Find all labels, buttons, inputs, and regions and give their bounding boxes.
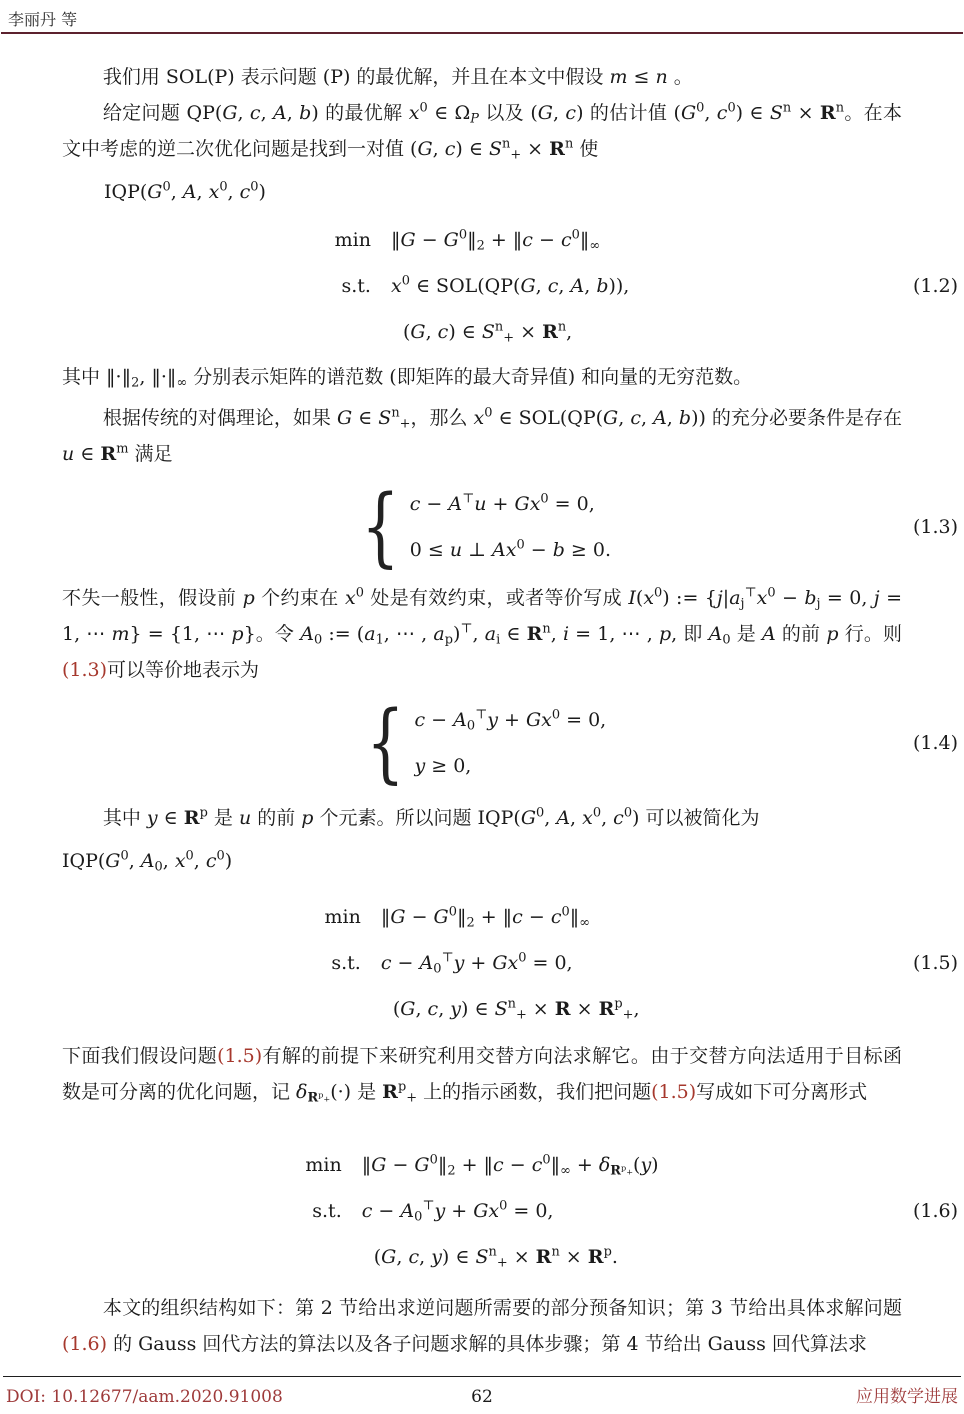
equation-1-2 [62, 225, 958, 347]
page-footer [6, 1383, 958, 1407]
kkt-line-1: $c - A^⊤u + Gx^0 = 0$, [409, 491, 595, 515]
equation-number: (1.6) [912, 1200, 958, 1222]
reduced-kkt-line-2: y ≥ 0, [414, 755, 472, 777]
equation-1-6 [62, 1150, 958, 1272]
iqp-problem-name: $IQP(G^0$, A, $x^0$, $c^0$) [104, 179, 266, 203]
equation-1-5 [62, 902, 958, 1024]
journal-name-link[interactable]: 应用数学进展 [856, 1387, 958, 1407]
constraint-2: (G, c, y) ∈ $S^n_+ \times R \times R^p_+$, [392, 996, 640, 1023]
doi-link[interactable]: DOI: 10.12677/aam.2020.91008 [6, 1387, 283, 1407]
constraint-1: $c - A_0^⊤y + Gx^0 = 0$, [380, 950, 573, 977]
constraint-1: $c - A_0^⊤y + Gx^0 = 0$, [361, 1198, 554, 1225]
left-brace-icon: { [365, 693, 405, 793]
equation-1-3-body [353, 477, 611, 577]
equation-ref[interactable]: (1.3) [62, 659, 108, 681]
paragraph-simplification: 其中 y ∈ $R^p$ 是 u 的前 p 个元素。所以问题 $IQP(G^0$, A, $x^0$, $c^0$) 可以被简化为 [102, 805, 760, 829]
spacer [325, 994, 361, 1024]
st-keyword: s.t. [341, 275, 371, 297]
equation-ref[interactable]: (1.5) [651, 1081, 697, 1103]
equation-number: (1.4) [912, 732, 958, 754]
footer-rule [3, 1376, 961, 1377]
equation-number: (1.2) [912, 275, 958, 297]
constraint-1: $x^0$ ∈ SOL(QP(G, c, A, b)), [390, 273, 630, 297]
equation-ref[interactable]: (1.6) [62, 1333, 108, 1355]
equation-number: (1.3) [912, 516, 958, 538]
spacer [335, 317, 371, 347]
equation-1-2-grid [335, 225, 630, 347]
objective: ‖G − $G^0‖_2$ + ‖c − $c^0‖_\infty$ [390, 227, 601, 254]
page-content [0, 34, 964, 1362]
page-header [0, 0, 964, 32]
equation-1-3 [62, 477, 958, 577]
min-keyword: min [305, 1154, 342, 1176]
equation-1-6-grid [305, 1150, 658, 1272]
running-author: 李丽丹 等 [8, 10, 78, 29]
constraint-2: (G, c, y) ∈ $S^n_+ \times R^n \times R^p$. [373, 1244, 618, 1271]
st-keyword: s.t. [331, 952, 361, 974]
min-keyword: min [324, 906, 361, 928]
equation-ref[interactable]: (1.5) [217, 1045, 263, 1067]
equation-1-5-grid [325, 902, 640, 1024]
paragraph-duality-theory: 根据传统的对偶理论，如果 G ∈ $S^n_+$，那么 $x^0$ ∈ SOL(QP(G, c, A, b)) 的充分必要条件是存在 u ∈ $R^m$ 满足 [62, 405, 902, 465]
paragraph-sol-definition: 我们用 SOL(P) 表示问题 (P) 的最优解，并且在本文中假设 m ≤ n 。 [102, 66, 693, 88]
paragraph-norm-explanation: 其中 $‖\cdot‖_2$, $‖\cdot‖_\infty$ 分别表示矩阵的谱范数 (即矩阵的最大奇异值) 和向量的无穷范数。 [62, 366, 753, 391]
equation-number: (1.5) [912, 952, 958, 974]
page-number: 62 [471, 1387, 493, 1407]
st-keyword: s.t. [312, 1200, 342, 1222]
paragraph-active-constraints: 不失一般性，假设前 p 个约束在 $x^0$ 处是有效约束，或者等价写成 $I(x^0)$ := {$j|a_j^⊤x^0 - b_j = 0$, j = 1, ⋯ m} = {1, ⋯ p}。令 $A_0$ := ($a_1$, ⋯ , $a_p)^⊤$, $a_i$ ∈ $R^n$, i = 1, ⋯ , p, 即 $A_0$ 是 A 的前 p 行。则 (1.3)可以等价地表示为 [62, 585, 902, 681]
objective: ‖G − $G^0‖_2$ + ‖c − $c^0‖_\infty$ [380, 904, 590, 931]
equation-1-4-body [358, 693, 607, 793]
min-keyword: min [334, 229, 371, 251]
reduced-kkt-line-1: $c - A_0^⊤y + Gx^0 = 0$, [414, 707, 607, 734]
constraint-2: (G, c) ∈ $S^n_+ \times R^n$, [402, 319, 573, 346]
paragraph-admm-intro: 下面我们假设问题(1.5)有解的前提下来研究利用交替方向法求解它。由于交替方向法适用于目标函数是可分离的优化问题，记 $\delta_{Rᵖ_+}(\cdot)$ 是 $R^p_+$ 上的指示函数，我们把问题(1.5)写成如下可分离形式 [62, 1045, 902, 1106]
iqp-reduced-problem-name: $IQP(G^0$, $A_0$, $x^0$, $c^0$) [62, 848, 233, 875]
paragraph-problem-setup: 给定问题 QP(G, c, A, b) 的最优解 $x^0$ ∈ $\Omega_P$ 以及 (G, c) 的估计值 ($G^0$, $c^0$) ∈ $S^n \times R^n$。在本文中考虑的逆二次优化问题是找到一对值 (G, c) ∈ $S^n_+ \times R^n$ 使 [62, 100, 902, 163]
paragraph-paper-organization: 本文的组织结构如下：第 2 节给出求逆问题所需要的部分预备知识；第 3 节给出具体求解问题(1.6) 的 Gauss 回代方法的算法以及各子问题求解的具体步骤；第 4 节给出 Gauss 回代算法求 [62, 1297, 902, 1355]
spacer [305, 1242, 341, 1272]
left-brace-icon: { [361, 477, 400, 577]
kkt-line-2: 0 ≤ u ⊥ $Ax^0 - b \ge 0$. [409, 537, 611, 561]
equation-1-4 [62, 693, 958, 793]
objective: ‖G − $G^0‖_2$ + ‖c − $c^0‖_\infty + \delta_{Rᵖ_+}(y)$ [361, 1152, 659, 1179]
